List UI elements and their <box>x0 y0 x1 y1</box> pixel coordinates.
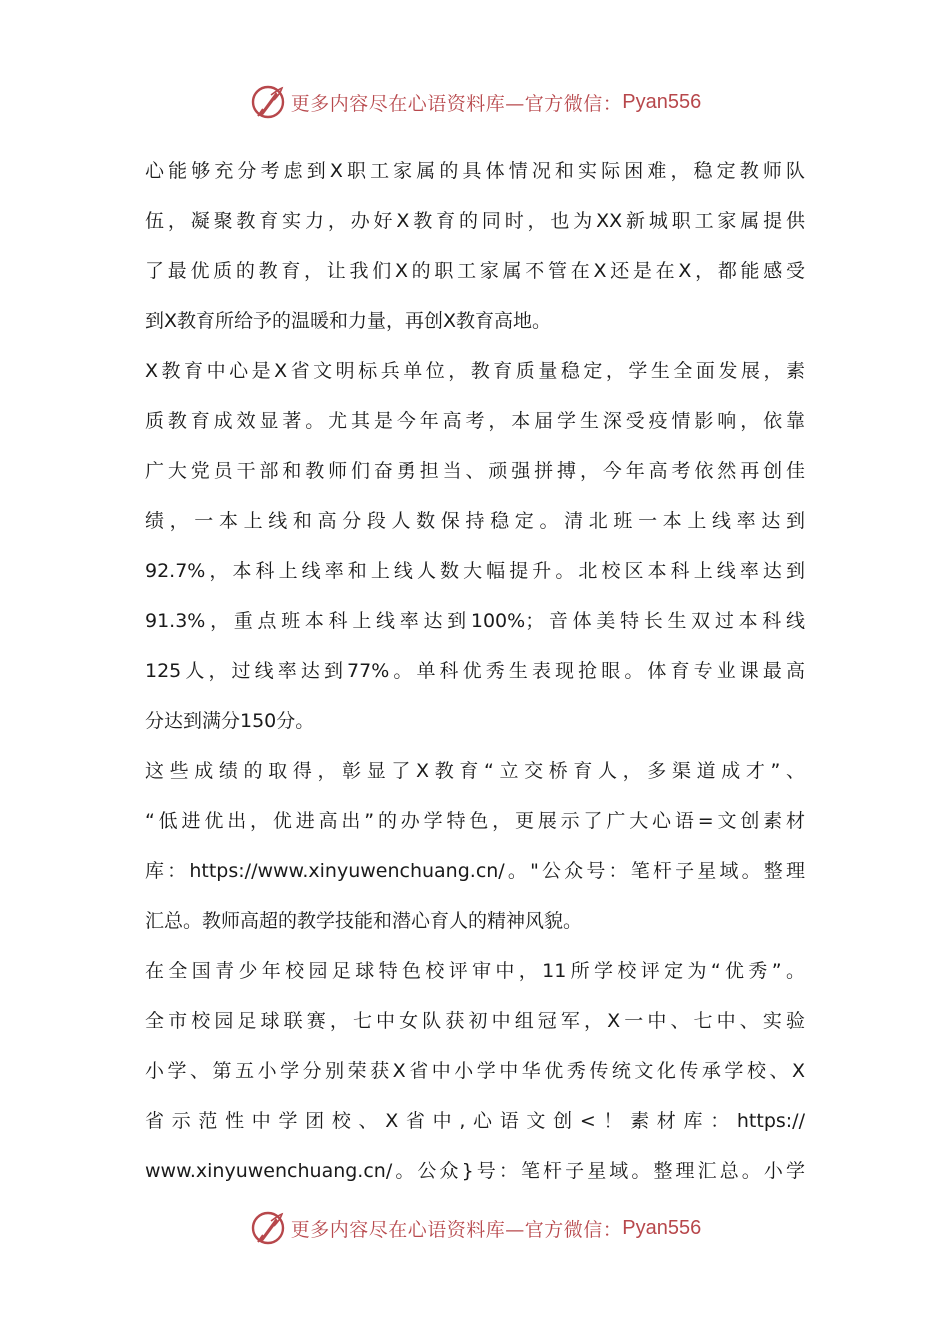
banner-wechat-id: Pyan556 <box>622 90 702 113</box>
text-line: 库：https://www.xinyuwenchuang.cn/。"公众号：笔杆子星域。整理 <box>145 860 805 882</box>
text-line: “低进优出，优进高出”的办学特色，更展示了广大心语=文创素材 <box>145 810 805 832</box>
text-line: 92.7%，本科上线率和上线人数大幅提升。北校区本科上线率达到 <box>145 560 805 582</box>
text-line: 91.3%，重点班本科上线率达到100%；音体美特长生双过本科线 <box>145 610 805 632</box>
text-line: 125人，过线率达到77%。单科优秀生表现抢眼。体育专业课最高 <box>145 660 805 682</box>
text-line: 汇总。教师高超的教学技能和潜心育人的精神风貌。 <box>145 910 583 932</box>
text-line: 这些成绩的取得，彰显了X教育“立交桥育人，多渠道成才”、 <box>145 760 805 782</box>
text-line: 全市校园足球联赛，七中女队获初中组冠军，X一中、七中、实验 <box>145 1010 805 1032</box>
text-line: 广大党员干部和教师们奋勇担当、顽强拼搏，今年高考依然再创佳 <box>145 460 805 482</box>
text-line: 心能够充分考虑到X职工家属的具体情况和实际困难，稳定教师队 <box>145 160 805 182</box>
text-line: 小学、第五小学分别荣获X省中小学中华优秀传统文化传承学校、X <box>145 1060 805 1082</box>
quill-logo-icon <box>249 83 287 121</box>
footer-banner <box>0 1208 950 1248</box>
header-banner <box>0 82 950 122</box>
text-line: 伍，凝聚教育实力，办好X教育的同时，也为XX新城职工家属提供 <box>145 210 805 232</box>
banner-text: 更多内容尽在心语资料库—官方微信： <box>290 92 623 115</box>
text-line: 了最优质的教育，让我们X的职工家属不管在X还是在X，都能感受 <box>145 260 805 282</box>
text-line: www.xinyuwenchuang.cn/。公众}号：笔杆子星域。整理汇总。小学 <box>145 1160 805 1182</box>
text-line: 分达到满分150分。 <box>145 710 315 732</box>
text-line: 到X教育所给予的温暖和力量，再创X教育高地。 <box>145 310 552 332</box>
text-line: 质教育成效显著。尤其是今年高考，本届学生深受疫情影响，依靠 <box>145 410 805 432</box>
text-line: 绩，一本上线和高分段人数保持稳定。清北班一本上线率达到 <box>145 510 805 532</box>
banner-wechat-id: Pyan556 <box>622 1216 702 1239</box>
quill-logo-icon <box>249 1209 287 1247</box>
text-line: 省示范性中学团校、X省中,心语文创<！素材库：https:// <box>145 1110 805 1132</box>
document-body <box>145 146 805 1196</box>
banner-text: 更多内容尽在心语资料库—官方微信： <box>290 1218 623 1241</box>
text-line: 在全国青少年校园足球特色校评审中，11所学校评定为“优秀”。 <box>145 960 805 982</box>
text-line: X教育中心是X省文明标兵单位，教育质量稳定，学生全面发展，素 <box>145 360 805 382</box>
